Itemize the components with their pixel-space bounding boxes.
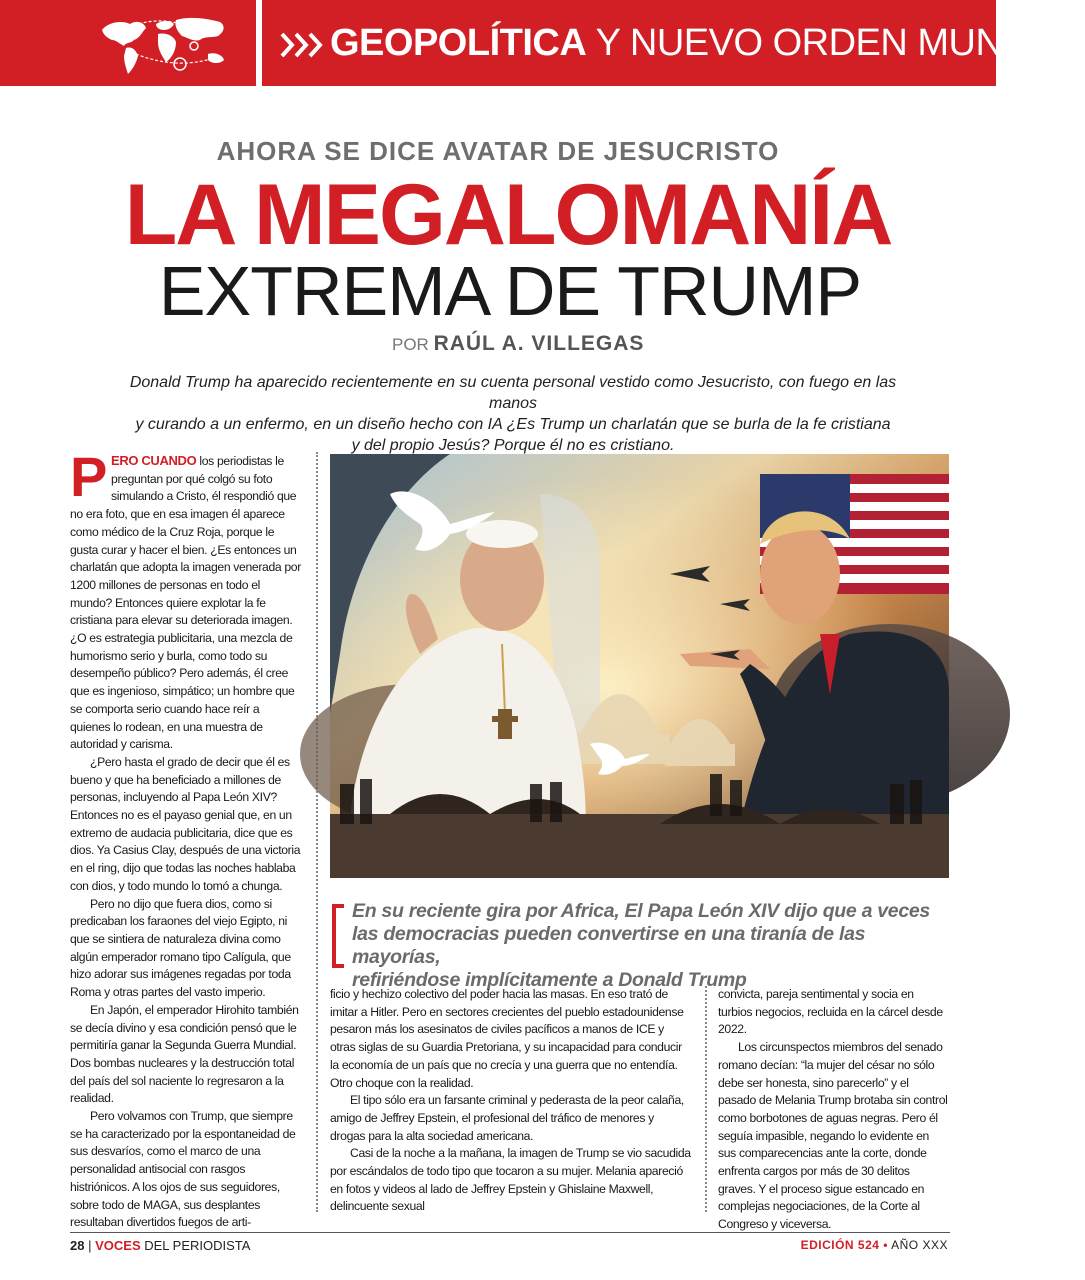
lead-in: ERO CUANDO [111,453,197,468]
body-column-1 [70,445,302,1232]
page-number: 28 [70,1238,85,1253]
footer-folio [70,1238,250,1253]
banner-divider [256,0,262,86]
headline-line-2: EXTREMA DE TRUMP [158,252,862,330]
section-banner [0,0,1085,86]
pull-quote-text [352,900,948,992]
body-paragraph: Pero no dijo que fuera dios, como si predicaban los faraones del viejo Egipto, ni que se sintiera de naturaleza divina como algún emperador romano tipo Calígula, que hizo adorar sus imágenes regadas por toda Roma y otras partes del vasto imperio. [70,896,291,1000]
body-paragraph: El tipo sólo era un farsante criminal y pederasta de la peor calaña, amigo de Jeffrey Epstein, el profesional del tráfico de menores y drogas para la alta sociedad americana. [330,1093,684,1143]
pull-quote-bar [332,904,336,968]
drop-cap: P [70,445,108,508]
illustration-svg [330,454,949,878]
paragraph-text: los periodistas le preguntan por qué colgó su foto simulando a Cristo, él respondió que no era foto, que en esa imagen él aparece como médico de la Cruz Roja, porque le gusta curar y hacer el bien. ¿Es entonces un charlatán que adopta la imagen venerada por 1200 millones de personas en todo el mundo? Entonces quiere explotar la fe cristiana para elevar su deteriorada imagen. ¿O es estrategia publicitaria, una mezcla de humorismo serio y burla, como todo su desempeño público? Pero además, él cree que es ingenioso, simpático; un hombre que se comporta serio cuando hace reír a quienes lo rodean, en una muestra de autoridad y carisma. [70,454,301,752]
pull-quote-line-3: refiriéndose implícitamente a Donald Trump [352,969,747,991]
chevrons-icon [278,30,328,60]
lead-paragraph [120,372,906,456]
body-paragraph: convicta, pareja sentimental y socia en turbios negocios, recluida en la cárcel desde 2022. [718,987,943,1037]
headline-line-1: LA MEGALOMANÍA [124,167,892,263]
edition-year: AÑO XXX [887,1238,948,1252]
column-rule [316,452,318,1212]
section-title-rest: Y NUEVO ORDEN MUNDIAL [586,22,1085,64]
section-title-bold: GEOPOLÍTICA [330,22,587,64]
body-paragraph [70,445,302,754]
byline [392,332,644,356]
body-paragraph: Casi de la noche a la mañana, la imagen de Trump se vio sacudida por escándalos de todo tipo que tocaron a su mujer. Melania apareció en fotos y videos al lado de Jeffrey Epstein y Ghislaine Maxwell, delincuente sexual [330,1146,691,1214]
magazine-name-bold: VOCES [95,1238,141,1253]
article-illustration [330,454,949,878]
lead-line-1: Donald Trump ha aparecido recientemente en su cuenta personal vestido como Jesucristo, con fuego en las manos [129,374,897,412]
pull-quote-line-1: En su reciente gira por Africa, El Papa León XIV dijo que a veces [352,900,930,922]
lead-line-3: y del propio Jesús? Porque él no es cristiano. [351,437,675,454]
pull-quote [332,900,948,991]
edition-label: EDICIÓN 524 [800,1238,880,1252]
pull-quote-bar-top [332,904,344,908]
body-paragraph: En Japón, el emperador Hirohito también se decía divino y esa condición pensó que le permitiría ganar la Segunda Guerra Mundial. Dos bombas nucleares y la destrucción total del país del sol naciente lo regresaron a la realidad. [70,1002,299,1106]
pull-quote-bar-bottom [332,964,344,968]
body-paragraph: ¿Pero hasta el grado de decir que él es bueno y que ha beneficiado a millones de personas, incluyendo al Papa León XIV? Entonces no es el payaso genial que, en un extremo de audacia publicitaria, dice que es dios. Ya Casius Clay, después de una victoria en el ring, dijo que todas las noches hablaba con dios, y todo mundo lo tomó a chunga. [70,754,301,893]
footer-separator: | [88,1238,92,1253]
footer-edition [801,1238,948,1252]
byline-prefix: POR [392,335,434,354]
footer-rule [70,1232,950,1233]
footer-bullet: • [883,1238,888,1252]
lead-line-2: y curando a un enfermo, en un diseño hecho con IA ¿Es Trump un charlatán que se burla de la fe cristiana [135,416,891,433]
section-title [330,22,1085,65]
body-paragraph: ficio y hechizo colectivo del poder hacia las masas. En eso trató de imitar a Hitler. Pero en sectores crecientes del pueblo estadounidense pesaron más los asesinatos de civiles pacíficos a manos de ICE y otras siglas de su Guardia Pretoriana, y su incapacidad para conducir la economía de un país que no crecía y una guerra que no entendía. Otro choque con la realidad. [330,987,684,1090]
world-map-icon [96,10,236,78]
magazine-name-rest: DEL PERIODISTA [140,1238,251,1253]
column-rule [705,986,707,1212]
body-column-3 [718,986,948,1234]
body-paragraph: Los circunspectos miembros del senado romano decían: “la mujer del césar no sólo debe ser honesta, sino parecerlo” y el pasado de Melania Trump brotaba sin control como borbotones de aguas negras. Pero él seguía impasible, negando lo evidente en sus comparecencias ante la corte, donde enfrenta cargos por más de 30 delitos graves. Y el proceso sigue estancado en complejas negociaciones, de la Corte al Congreso y viceversa. [718,1040,948,1232]
kicker: AHORA SE DICE AVATAR DE JESUCRISTO [216,136,780,166]
body-column-2 [330,986,692,1216]
pull-quote-line-2: las democracias pueden convertirse en una tiranía de las mayorías, [352,923,866,968]
author-name: RAÚL A. VILLEGAS [433,332,645,355]
body-paragraph: Pero volvamos con Trump, que siempre se ha caracterizado por la espontaneidad de sus desvaríos, como el marco de una personalidad antisocial con rasgos histriónicos. A los ojos de sus seguidores, sobre todo de MAGA, sus desplantes resultaban divertidos fuegos de arti- [70,1109,296,1230]
